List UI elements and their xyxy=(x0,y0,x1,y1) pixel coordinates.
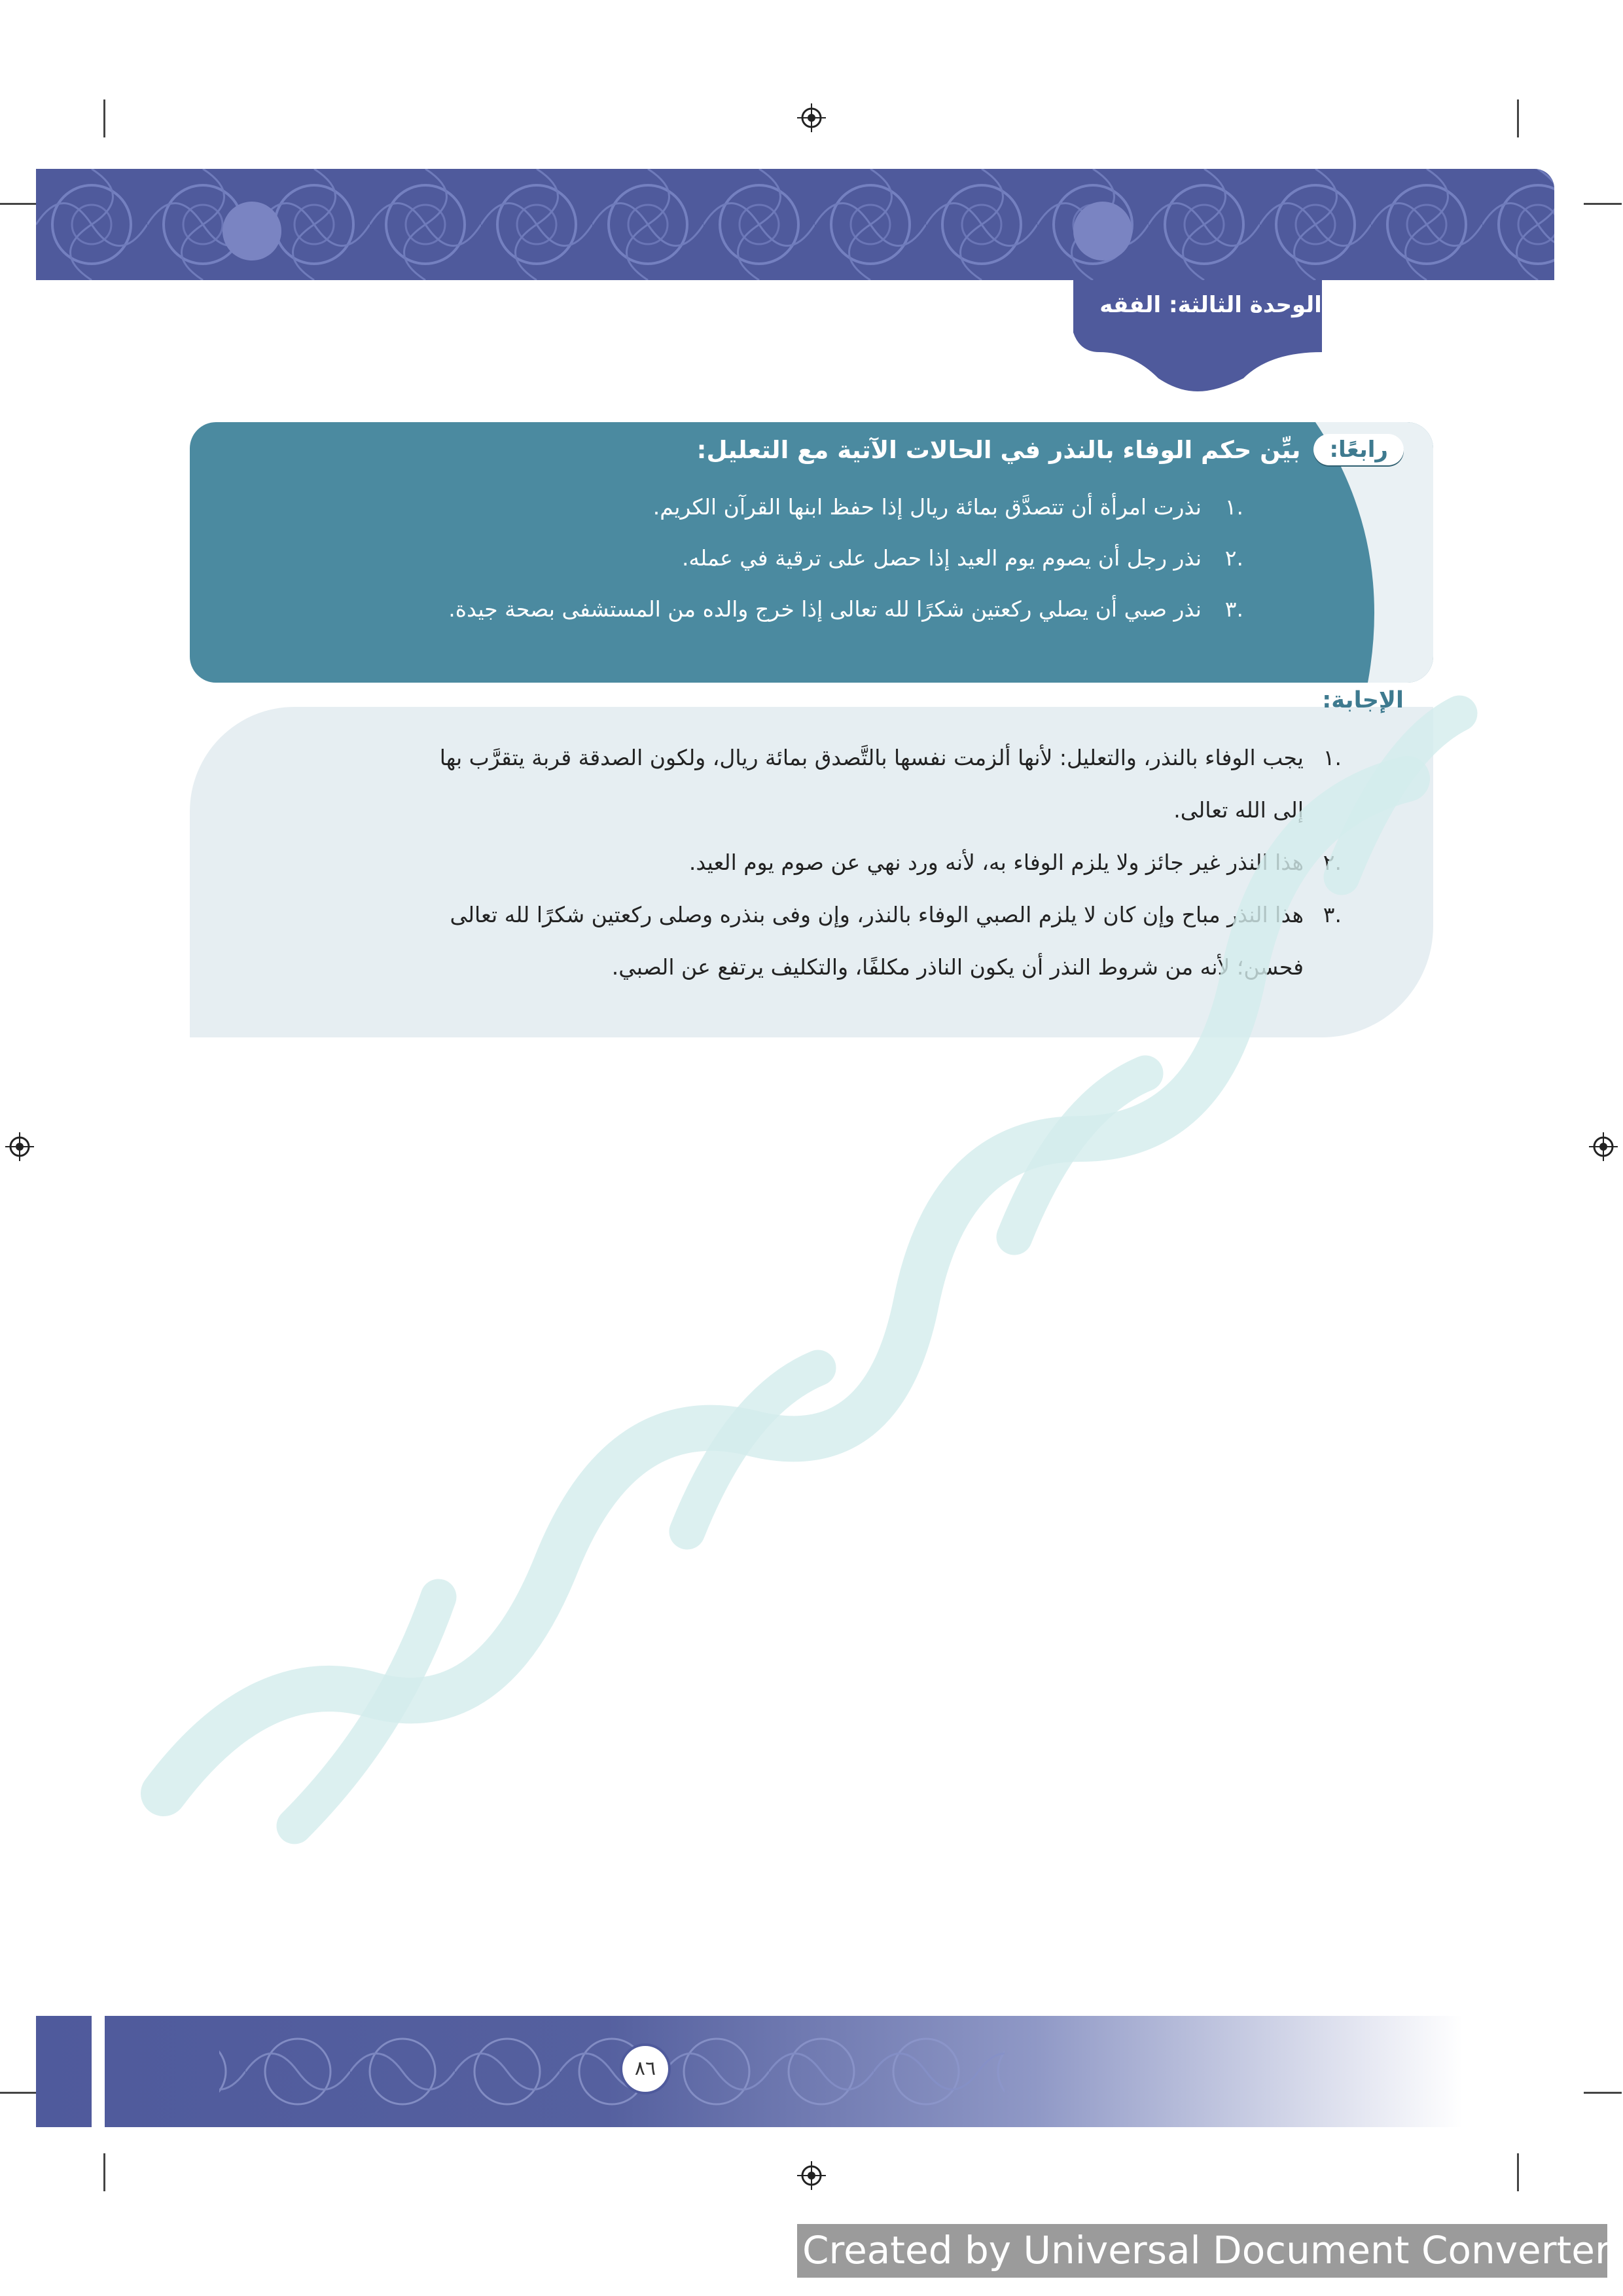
crop-mark xyxy=(0,203,38,205)
footer-divider xyxy=(92,2016,105,2127)
answer-item-line: هذا النذر مباح وإن كان لا يلزم الصبي الوفاء بالنذر، وإن وفى بنذره وصلى ركعتين شكرًا لله تعالى xyxy=(450,902,1304,927)
answer-item-line: يجب الوفاء بالنذر، والتعليل: لأنها ألزمت نفسها بالتَّصدق بمائة ريال، ولكون الصدقة قربة يتقرَّب بها xyxy=(439,745,1304,770)
header-ornament-band xyxy=(36,169,1554,280)
arabesque-pattern-icon xyxy=(36,169,1554,280)
question-item-text: نذرت امرأة أن تتصدَّق بمائة ريال إذا حفظ ابنها القرآن الكريم. xyxy=(652,494,1202,520)
crop-mark xyxy=(0,2092,38,2094)
question-item-text: نذر رجل أن يصوم يوم العيد إذا حصل على ترقية في عمله. xyxy=(681,545,1202,571)
answer-item-line: هذا النذر غير جائز ولا يلزم الوفاء به، لأنه ورد نهي عن صوم يوم العيد. xyxy=(688,850,1304,875)
page-number: ٨٦ xyxy=(620,2043,671,2094)
answer-item-line: فحسن؛ لأنه من شروط النذر أن يكون الناذر مكلفًا، والتكليف يرتفع عن الصبي. xyxy=(611,954,1304,980)
arabesque-pattern-icon xyxy=(36,2016,1463,2127)
registration-mark-icon xyxy=(5,1132,34,1161)
unit-title: الوحدة الثالثة: الفقه xyxy=(1099,292,1322,318)
crop-mark xyxy=(1584,203,1622,205)
crop-mark xyxy=(103,2153,105,2191)
question-item-number: .٢ xyxy=(1224,545,1243,571)
question-item-text: نذر صبي أن يصلي ركعتين شكرًا لله تعالى إذا خرج والده من المستشفى بصحة جيدة. xyxy=(448,596,1202,622)
crop-mark xyxy=(1584,2092,1622,2094)
question-heading: بيِّن حكم الوفاء بالنذر في الحالات الآتية مع التعليل: xyxy=(696,435,1301,464)
registration-mark-icon xyxy=(797,2161,826,2190)
converter-watermark-text: Created by Universal Document Converter xyxy=(802,2228,1611,2272)
answer-item-number: .٢ xyxy=(1323,850,1342,875)
answer-label: الإجابة: xyxy=(1322,687,1404,713)
answer-item-number: .١ xyxy=(1323,745,1342,770)
registration-mark-icon xyxy=(797,103,826,132)
registration-mark-icon xyxy=(1589,1132,1618,1161)
answer-item-number: .٣ xyxy=(1323,902,1342,927)
crop-mark xyxy=(1517,2153,1519,2191)
crop-mark xyxy=(103,99,105,137)
question-item-number: .١ xyxy=(1224,494,1243,520)
question-item-number: .٣ xyxy=(1224,596,1243,622)
answer-item-line: إلى الله تعالى. xyxy=(1173,797,1304,823)
crop-mark xyxy=(1517,99,1519,137)
question-badge: رابعًا: xyxy=(1313,434,1404,465)
calligraphy-watermark-icon xyxy=(98,419,1505,1892)
footer-ornament-band xyxy=(36,2016,1463,2127)
